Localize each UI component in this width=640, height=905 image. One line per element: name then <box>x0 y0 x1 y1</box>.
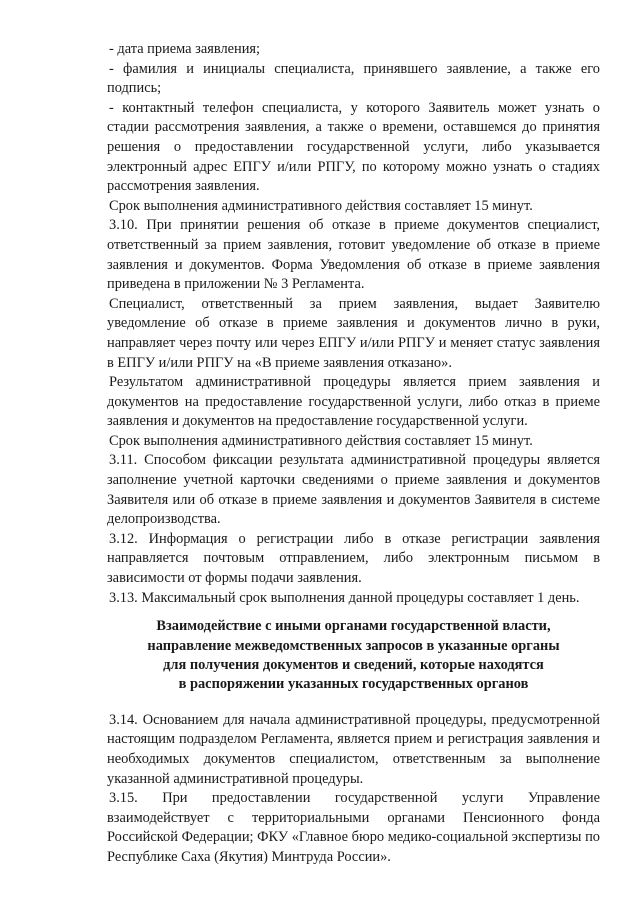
list-item-specialist-name: - фамилия и инициалы специалиста, принявшего заявление, а также его подпись; <box>107 60 600 97</box>
list-item-contact-phone: - контактный телефон специалиста, у которого Заявитель может узнать о стадии рассмотрения заявления, а также о времени, оставшемся до принятия решения о предоставлении государственной услуги, либо указывается электронный адрес ЕПГУ и/или РПГУ, по которому можно узнать о стадиях рассмотрения заявления. <box>107 99 600 195</box>
paragraph-3-13: 3.13. Максимальный срок выполнения данной процедуры составляет 1 день. <box>109 589 580 606</box>
paragraph-3-11: 3.11. Способом фиксации результата административной процедуры является заполнение учетной карточки сведениями о приеме заявления и документов Заявителя или об отказе в приеме заявления и документов Заявителя в системе делопроизводства. <box>107 452 600 528</box>
list-item-date: - дата приема заявления; <box>109 41 261 57</box>
paragraph-3-14: 3.14. Основанием для начала административной процедуры, предусмотренной настоящим подразделом Регламента, является прием и регистрация заявления и необходимых документов специалистом, ответственным за выполнение указанной административной процедуры. <box>107 711 600 787</box>
paragraph-deadline-2: Срок выполнения административного действия составляет 15 минут. <box>109 432 533 449</box>
paragraph-3-15: 3.15. При предоставлении государственной услуги Управление взаимодействует с территориальными органами Пенсионного фонда Российской Федерации; ФКУ «Главное бюро медико-социальной экспертизы по Республике Саха (Якутия) Минтруда России». <box>107 790 600 865</box>
heading-line: направление межведомственных запросов в указанные органы <box>147 637 560 654</box>
section-heading <box>107 617 600 695</box>
paragraph-3-10: 3.10. При принятии решения об отказе в приеме документов специалист, ответственный за прием заявления, готовит уведомление об отказе в приеме заявления и документов. Форма Уведомления об отказе в приеме заявления приведена в приложении № 3 Регламента. <box>107 217 600 293</box>
heading-line: в распоряжении указанных государственных органов <box>178 676 529 693</box>
paragraph-deadline-1: Срок выполнения административного действия составляет 15 минут. <box>109 197 533 214</box>
paragraph-procedure-result: Результатом административной процедуры является прием заявления и документов на предоставление государственной услуги, либо отказ в приеме заявления и документов на предоставление государственной услуги. <box>107 374 600 430</box>
heading-line: для получения документов и сведений, которые находятся <box>163 657 544 674</box>
document-page <box>107 40 600 868</box>
paragraph-refusal-notice: Специалист, ответственный за прием заявления, выдает Заявителю уведомление об отказе в приеме заявления и документов лично в руки, направляет через почту или через ЕПГУ и/или РПГУ и меняет статус заявления в ЕПГУ и/или РПГУ на «В приеме заявления отказано». <box>107 295 600 371</box>
heading-line: Взаимодействие с иными органами государственной власти, <box>156 618 551 635</box>
paragraph-3-12: 3.12. Информация о регистрации либо в отказе регистрации заявления направляется почтовым отправлением, либо электронным письмом в зависимости от формы подачи заявления. <box>107 530 600 587</box>
